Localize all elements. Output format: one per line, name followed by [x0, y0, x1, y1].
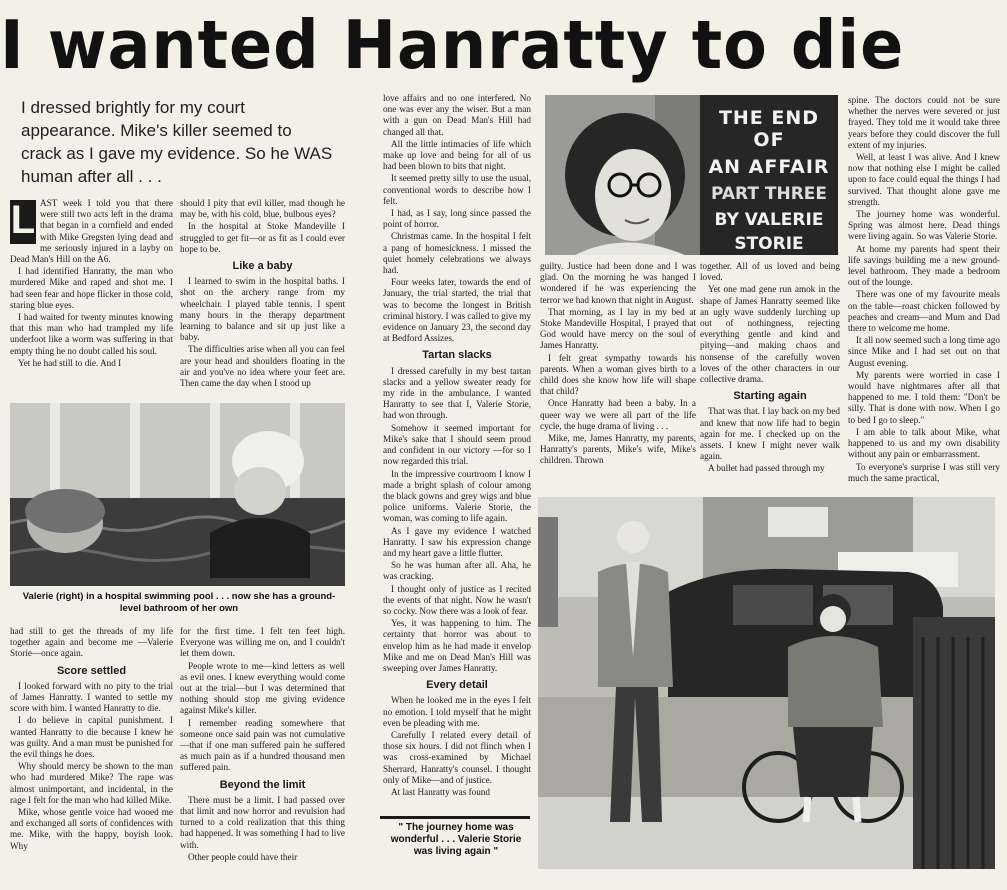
paragraph: I thought only of justice as I recited the events of that night. Now he wasn't so cocky. Now there was a look of fear.: [383, 583, 531, 616]
paragraph: AST week I told you that there were still two acts left in the drama that began in a cornfield and ended with Mike Gregsten lying dead and me seriously injured in a layby on Dead Man's Hill on the A6.: [10, 198, 173, 265]
subheading: Every detail: [426, 679, 488, 692]
photo-caption: Valerie (right) in a hospital swimming pool . . . now she has a ground-level bathroom of her own: [22, 591, 336, 614]
paragraph: Carefully I related every detail of those six hours. I did not flinch when I was cross-examined by Michael Sherrard, Hanratty's counsel. I thought only of Mike—and of justice.: [383, 729, 531, 785]
paragraph: Yet one mad gene run amok in the shape of James Hanratty seemed like an ugly wave suddenly lurching up out of nothingness, rejecting everything gentle and kind and pitying—and making chaos and nonsense of the carefully woven loves of the other characters in our collective drama.: [700, 284, 840, 385]
paragraph: To everyone's surprise I was still very much the same practical,: [848, 461, 1000, 483]
paragraph: Why should mercy be shown to the man who had murdered Mike? The rape was almost unimportant, and incidental, in the rage I felt for the man who had killed Mike.: [10, 761, 173, 805]
paragraph: had still to get the threads of my life together again and become me —Valerie Storie—once again.: [10, 626, 173, 659]
paragraph: Four weeks later, towards the end of January, the trial started, the trial that was to become the longest in British criminal history. I was called to give my evidence on January 23, the second day at Bedford Assizes.: [383, 277, 531, 344]
standfirst: I dressed brightly for my court appearance. Mike's killer seemed to crack as I gave my evidence. So he WAS human after all . . .: [21, 98, 333, 186]
homecoming-photo: [538, 497, 995, 869]
column-2-lower: [180, 626, 345, 864]
paragraph: When he looked me in the eyes I felt no emotion. I told myself that he might even be pleading with me.: [383, 695, 531, 728]
pool-photo-image: [10, 403, 345, 586]
homecoming-image: [538, 497, 995, 869]
paragraph: That morning, as I lay in my bed at Stoke Mandeville Hospital, I prayed that God would have mercy on the soul of James Hanratty.: [540, 306, 696, 351]
series-line-4: BY VALERIE: [714, 210, 824, 230]
paragraph: In the impressive courtroom I know I made a bright splash of colour among the black gowns and grey wigs and blue police uniforms. Valerie Storie, the woman, was coming to life again.: [383, 468, 531, 524]
series-line-5: STORIE: [734, 234, 804, 254]
portrait-photo: [545, 95, 700, 255]
subheading: Tartan slacks: [422, 349, 492, 362]
column-6: [848, 95, 1000, 485]
series-box: [700, 95, 838, 255]
portrait-image: [545, 95, 700, 255]
paragraph: Mike, me, James Hanratty, my parents, Hanratty's parents, Mike's wife, Mike's children. Thrown: [540, 433, 696, 466]
column-4: [540, 261, 696, 468]
pull-quote: " The journey home was wonderful . . . Valerie Storie was living again ": [390, 822, 522, 857]
paragraph: I had, as I say, long since passed the point of horror.: [383, 208, 531, 230]
paragraph: All the little intimacies of life which make up love and being for all of us had been blown to bits that night.: [383, 138, 531, 172]
column-1-lower: [10, 626, 173, 853]
paragraph: The journey home was wonderful. Spring was almost here. Dead things were living again. So was Valerie Storie.: [848, 209, 1000, 242]
series-line-2: AN AFFAIR: [708, 156, 830, 178]
paragraph: I felt great sympathy towards his parents. When a woman gives birth to a child does she know how life will shape that child?: [540, 352, 696, 397]
paragraph: Mike, whose gentle voice had wooed me and exchanged all sorts of confidences with me. Mike, with the happy, boyish look. Why: [10, 807, 173, 851]
paragraph: Yes, it was happening to him. The certainty that horror was about to envelop him as he had made it envelop Mike and me on Dead Man's Hill was sweeping over James Hanratty.: [383, 618, 531, 673]
headline: I wanted Hanratty to die: [0, 6, 905, 84]
paragraph: The difficulties arise when all you can feel are your head and shoulders floating in the air and you've no idea where your feet are. Then came the day when I stood up: [180, 344, 345, 389]
subheading: Like a baby: [232, 260, 293, 273]
paragraph: I learned to swim in the hospital baths. I shot on the archery range from my wheelchair. I played table tennis. I spent many hours in the therapy department learning to balance and sit up just like a baby.: [180, 276, 345, 343]
paragraph: Somehow it seemed important for Mike's sake that I should seem proud and confident in our victory —for so I now regarded this trial.: [383, 422, 531, 467]
paragraph: I am able to talk about Mike, what happened to us and my own disability without any pain or embarrassment.: [848, 426, 1000, 460]
paragraph: At last Hanratty was found: [391, 786, 490, 797]
paragraph: should I pity that evil killer, mad though he may be, with his cold, blue, bulbous eyes?: [180, 198, 345, 220]
pullquote-rule: [380, 816, 530, 819]
paragraph: I had identified Hanratty, the man who murdered Mike and raped and shot me. I had seen fear and hope flicker in those cold, staring blue eyes.: [10, 266, 173, 310]
paragraph: together. All of us loved and being loved.: [700, 261, 840, 283]
paragraph: I remember reading somewhere that someone once said pain was not cumulative—that if one man suffered pain he suffered as much pain as if a hundred thousand men suffered pain.: [180, 717, 345, 773]
column-5: [700, 261, 840, 476]
paragraph: A bullet had passed through my: [708, 463, 825, 474]
paragraph: Other people could have their: [188, 851, 298, 862]
swimming-pool-photo: [10, 403, 345, 586]
paragraph: That was that. I lay back on my bed and knew that now life had to begin again for me. I checked up on the assets. I knew I might never walk again.: [700, 406, 840, 462]
paragraph: Yet he had still to die. And I: [18, 357, 122, 368]
subheading: Starting again: [733, 390, 807, 403]
paragraph: At home my parents had spent their life savings building me a new ground-level bathroom. They made a bedroom out of the lounge.: [848, 243, 1000, 288]
paragraph: Christmas came. In the hospital I felt a pang of homesickness. I missed the quiet homely celebrations we always had.: [383, 231, 531, 276]
series-line-1: THE END OF: [718, 107, 820, 151]
paragraph: There was one of my favourite meals on the table—roast chicken followed by peaches and cream—and Mum and Dad there to welcome me home.: [848, 289, 1000, 334]
paragraph: I do believe in capital punishment. I wanted Hanratty to die because I knew he was guilty. And a man must be punished for the evil things he does.: [10, 715, 173, 760]
paragraph: I had waited for twenty minutes knowing that this man who had trampled my life underfoot like a worm was suffering in that empty thing he no doubt called his soul.: [10, 312, 173, 356]
paragraph: It all now seemed such a long time ago since Mike and I had set out on that August evening.: [848, 335, 1000, 368]
paragraph: People wrote to me—kind letters as well as evil ones. I knew everything would come out at the trial—but I was determined that nothing should stop me giving evidence against Mike's killer.: [180, 660, 345, 716]
paragraph: I dressed carefully in my best tartan slacks and a yellow sweater ready for my ride in the ambulance. I wanted Hanratty to see that I, Valerie Storie, had won through.: [383, 365, 531, 421]
paragraph: spine. The doctors could not be sure whether the nerves were severed or just frayed. They told me it would take three years before they could discover the full extent of my injuries.: [848, 95, 1000, 150]
paragraph: Well, at least I was alive. And I knew now that nothing else I might be called upon to face could equal the things I had survived. That thought alone gave me strength.: [848, 152, 1000, 207]
paragraph: There must be a limit. I had passed over that limit and now horror and revulsion had turned to a cold realization that this thing had happened. It was something I had to live with.: [180, 794, 345, 850]
series-line-3: PART THREE: [710, 184, 828, 204]
paragraph: In the hospital at Stoke Mandeville I struggled to get fit—or as fit as I could ever hope to be.: [180, 221, 345, 254]
paragraph: Once Hanratty had been a baby. In a queer way we were all part of the life cycle, the huge drama of living . . .: [540, 398, 696, 431]
paragraph: My parents were worried in case I would have nightmares after all that happened to me. I told them: "Don't be silly. That is done with now. When I go to bed I go to sleep.": [848, 369, 1000, 425]
paragraph: So he was human after all. Aha, he was cracking.: [383, 560, 531, 582]
paragraph: It seemed pretty silly to use the usual, conventional words to describe how I felt.: [383, 173, 531, 206]
paragraph: As I gave my evidence I watched Hanratty. I saw his expression change and my heart gave a little flutter.: [383, 525, 531, 558]
paragraph: for the first time. I felt ten feet high. Everyone was willing me on, and I couldn't let them down.: [180, 626, 345, 659]
column-3: [383, 93, 531, 799]
column-1: [10, 198, 173, 370]
column-2: [180, 198, 345, 390]
subheading: Score settled: [56, 664, 127, 677]
paragraph: guilty. Justice had been done and I was glad. On the morning he was hanged I wondered if he was experiencing the terror we had known that night in August.: [540, 261, 696, 305]
drop-cap: L: [10, 198, 36, 242]
subheading: Beyond the limit: [219, 778, 306, 791]
paragraph: I looked forward with no pity to the trial of James Hanratty. I wanted to settle my score with him. I wanted Hanratty to die.: [10, 680, 173, 714]
paragraph: love affairs and no one interfered. No one was ever any the wiser. But a man with a gun on Dead Man's Hill had changed all that.: [383, 93, 531, 137]
